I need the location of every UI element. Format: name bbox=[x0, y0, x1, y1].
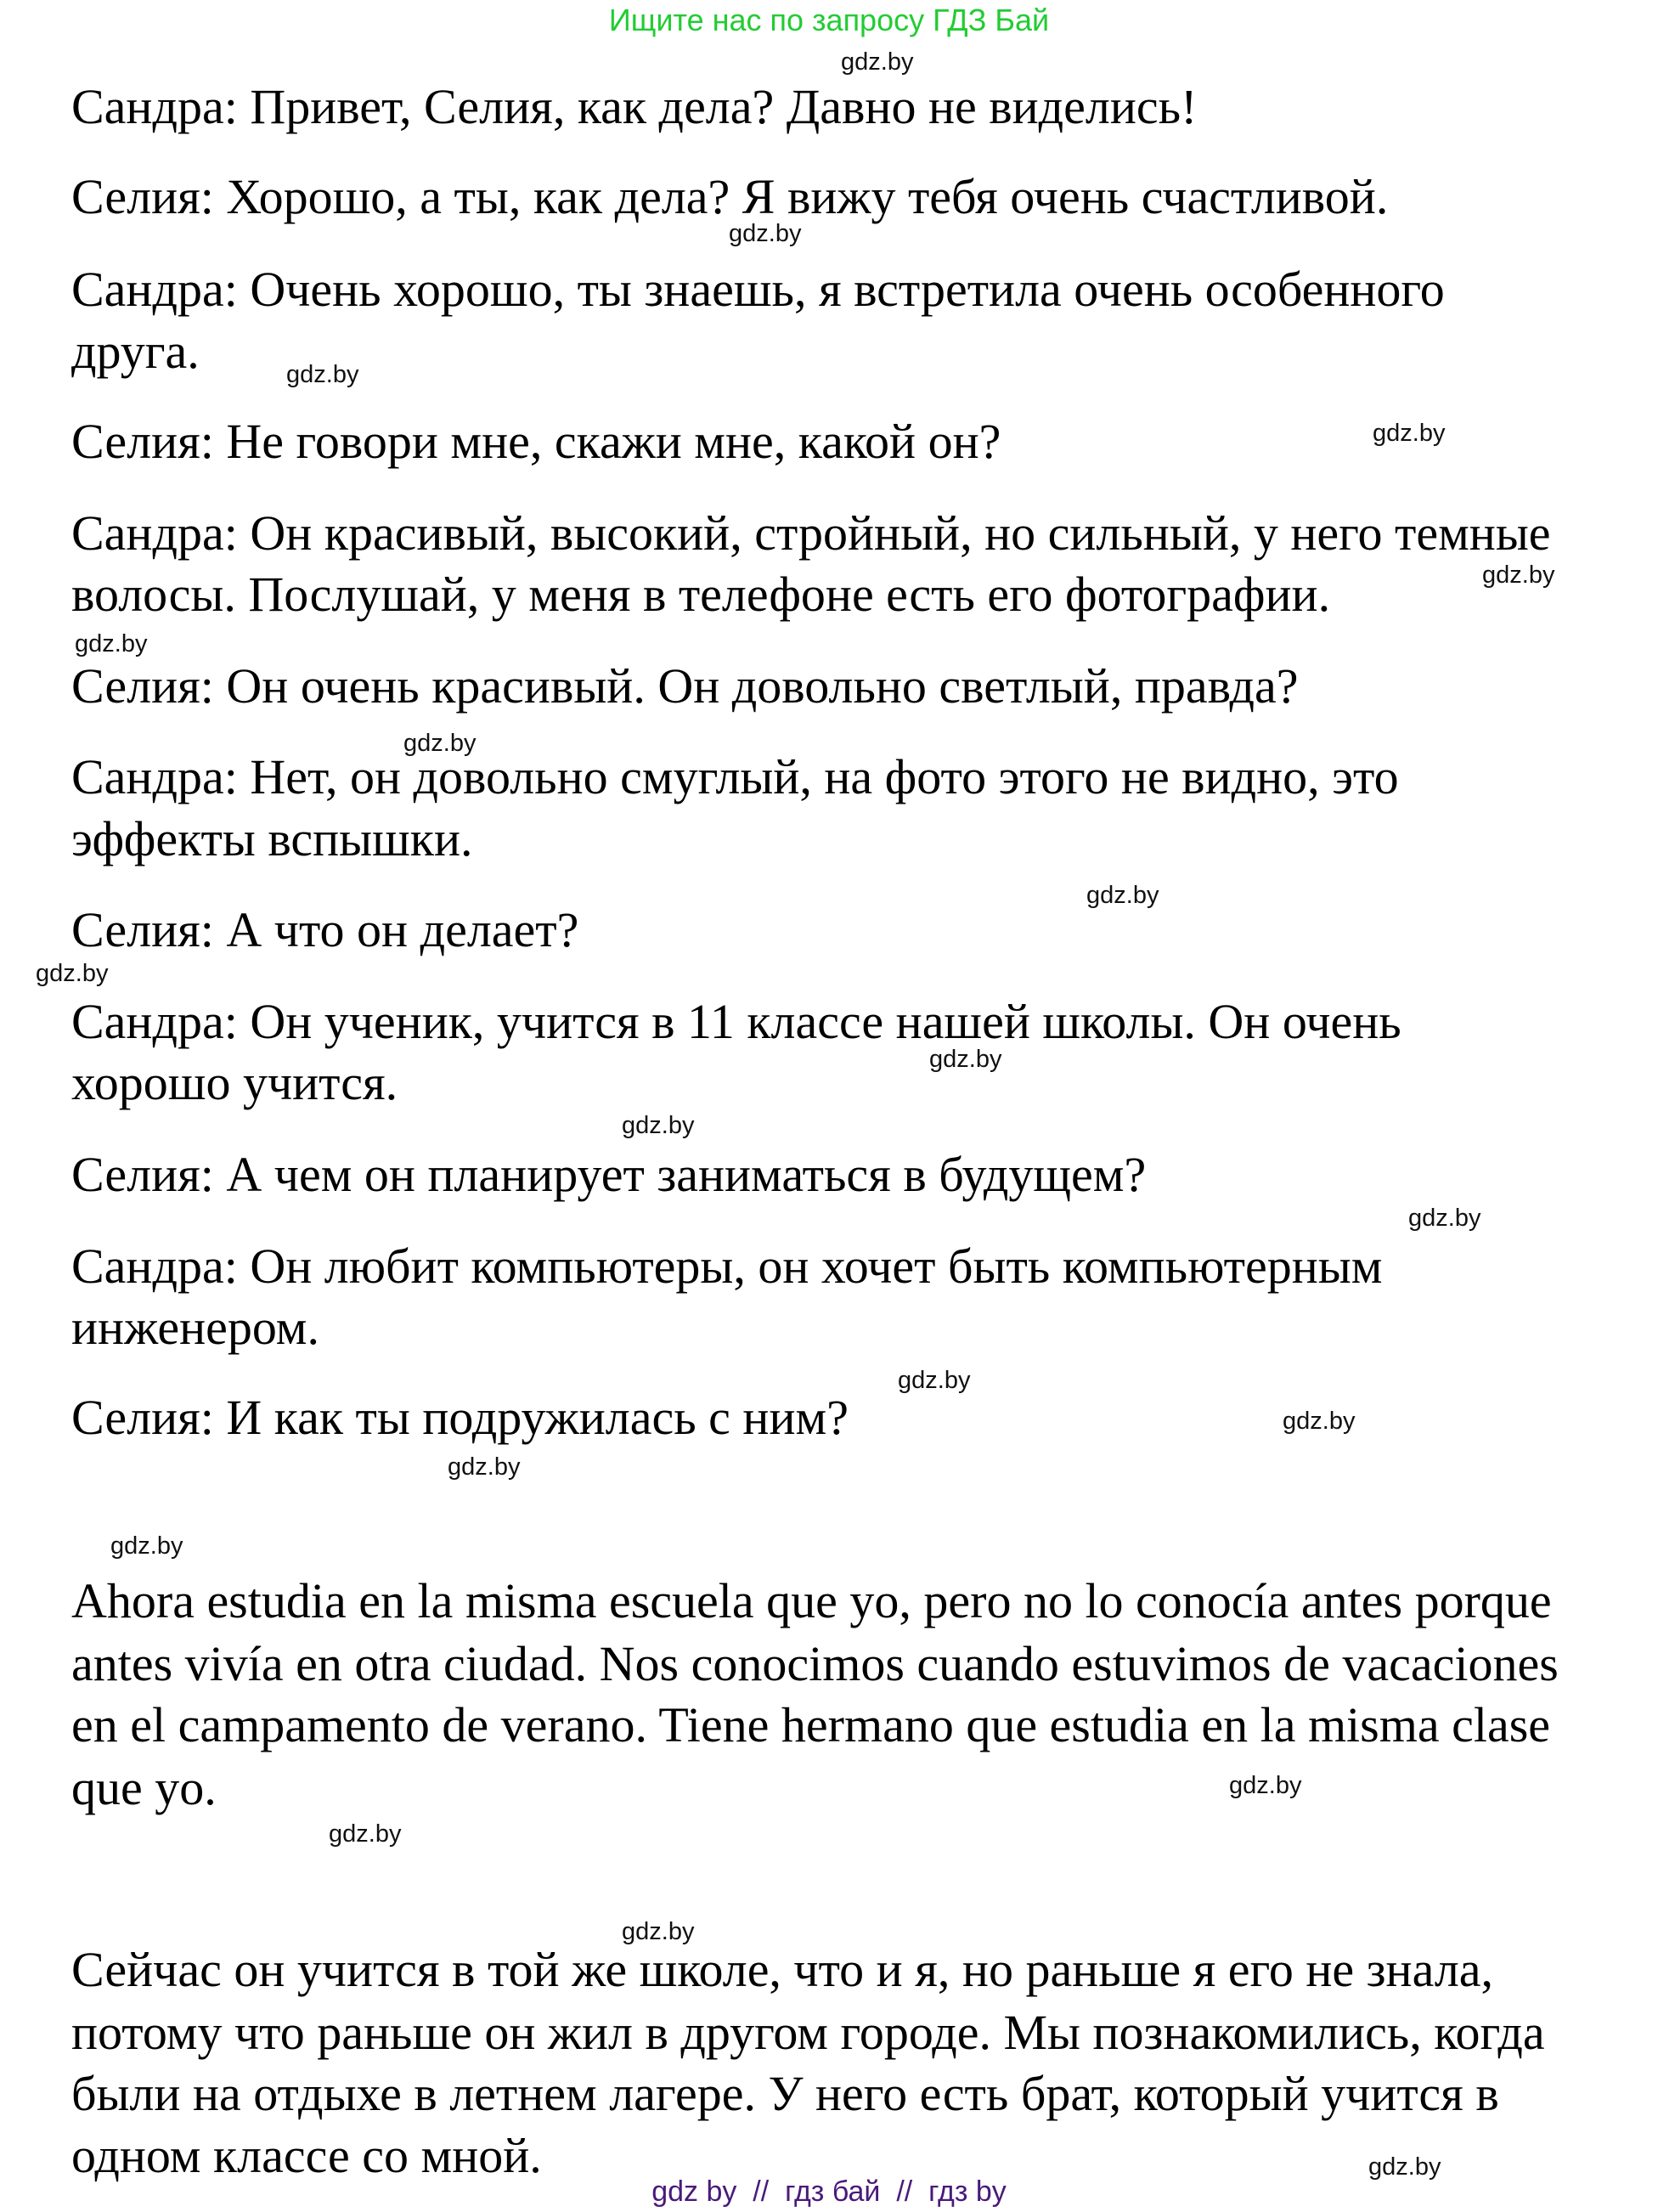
watermark: gdz.by bbox=[75, 630, 148, 657]
watermark: gdz.by bbox=[448, 1453, 521, 1481]
watermark: gdz.by bbox=[1368, 2153, 1441, 2181]
watermark: gdz.by bbox=[403, 730, 477, 757]
watermark: gdz.by bbox=[36, 960, 109, 987]
spanish-paragraph-line: antes vivía en otra ciudad. Nos conocimos cuando estuvimos de vacaciones bbox=[71, 1636, 1559, 1691]
dialogue-line: Селия: Не говори мне, скажи мне, какой он? bbox=[71, 414, 1001, 469]
dialogue-line: Сандра: Он любит компьютеры, он хочет быть компьютерным bbox=[71, 1239, 1383, 1294]
search-banner: Ищите нас по запросу ГДЗ Бай bbox=[608, 3, 1050, 37]
watermark: gdz.by bbox=[1229, 1772, 1302, 1799]
watermark: gdz.by bbox=[622, 1112, 695, 1139]
footer-links: gdz by // гдз бай // гдз by bbox=[651, 2175, 1007, 2208]
dialogue-line: волосы. Послушай, у меня в телефоне есть его фотографии. bbox=[71, 567, 1331, 622]
watermark: gdz.by bbox=[622, 1918, 695, 1945]
spanish-paragraph-line: que yo. bbox=[71, 1760, 217, 1815]
watermark: gdz.by bbox=[729, 220, 802, 247]
watermark: gdz.by bbox=[929, 1046, 1002, 1073]
watermark: gdz.by bbox=[898, 1367, 971, 1394]
dialogue-line: Сандра: Он ученик, учится в 11 классе нашей школы. Он очень bbox=[71, 994, 1401, 1049]
russian-paragraph-line: одном классе со мной. bbox=[71, 2128, 542, 2183]
watermark: gdz.by bbox=[110, 1532, 183, 1560]
spanish-paragraph-line: en el campamento de verano. Tiene hermano que estudia en la misma clase bbox=[71, 1697, 1551, 1752]
watermark: gdz.by bbox=[1283, 1408, 1356, 1435]
dialogue-line: друга. bbox=[71, 324, 200, 379]
dialogue-line: инженером. bbox=[71, 1300, 320, 1355]
watermark: gdz.by bbox=[841, 48, 914, 76]
watermark: gdz.by bbox=[329, 1820, 402, 1848]
dialogue-line: Сандра: Нет, он довольно смуглый, на фото этого не видно, это bbox=[71, 749, 1399, 804]
dialogue-line: Сандра: Привет, Селия, как дела? Давно не виделись! bbox=[71, 79, 1198, 134]
watermark: gdz.by bbox=[1086, 882, 1159, 909]
russian-paragraph-line: были на отдыхе в летнем лагере. У него есть брат, который учится в bbox=[71, 2066, 1499, 2121]
dialogue-line: Селия: А что он делает? bbox=[71, 902, 579, 957]
dialogue-line: Сандра: Он красивый, высокий, стройный, но сильный, у него темные bbox=[71, 505, 1551, 561]
russian-paragraph-line: потому что раньше он жил в другом городе. Мы познакомились, когда bbox=[71, 2005, 1545, 2060]
spanish-paragraph-line: Ahora estudia en la misma escuela que yo, pero no lo conocía antes porque bbox=[71, 1573, 1552, 1628]
dialogue-line: Селия: И как ты подружилась с ним? bbox=[71, 1390, 849, 1445]
watermark: gdz.by bbox=[286, 361, 359, 388]
dialogue-line: Сандра: Очень хорошо, ты знаешь, я встретила очень особенного bbox=[71, 262, 1445, 317]
russian-paragraph-line: Сейчас он учится в той же школе, что и я, но раньше я его не знала, bbox=[71, 1942, 1494, 1997]
dialogue-line: Селия: Он очень красивый. Он довольно светлый, правда? bbox=[71, 658, 1299, 714]
watermark: gdz.by bbox=[1373, 420, 1446, 447]
watermark: gdz.by bbox=[1482, 561, 1555, 589]
dialogue-line: эффекты вспышки. bbox=[71, 811, 473, 866]
watermark: gdz.by bbox=[1408, 1205, 1481, 1232]
dialogue-line: Селия: Хорошо, а ты, как дела? Я вижу тебя очень счастливой. bbox=[71, 169, 1389, 224]
dialogue-line: хорошо учится. bbox=[71, 1055, 398, 1110]
dialogue-line: Селия: А чем он планирует заниматься в будущем? bbox=[71, 1147, 1147, 1202]
